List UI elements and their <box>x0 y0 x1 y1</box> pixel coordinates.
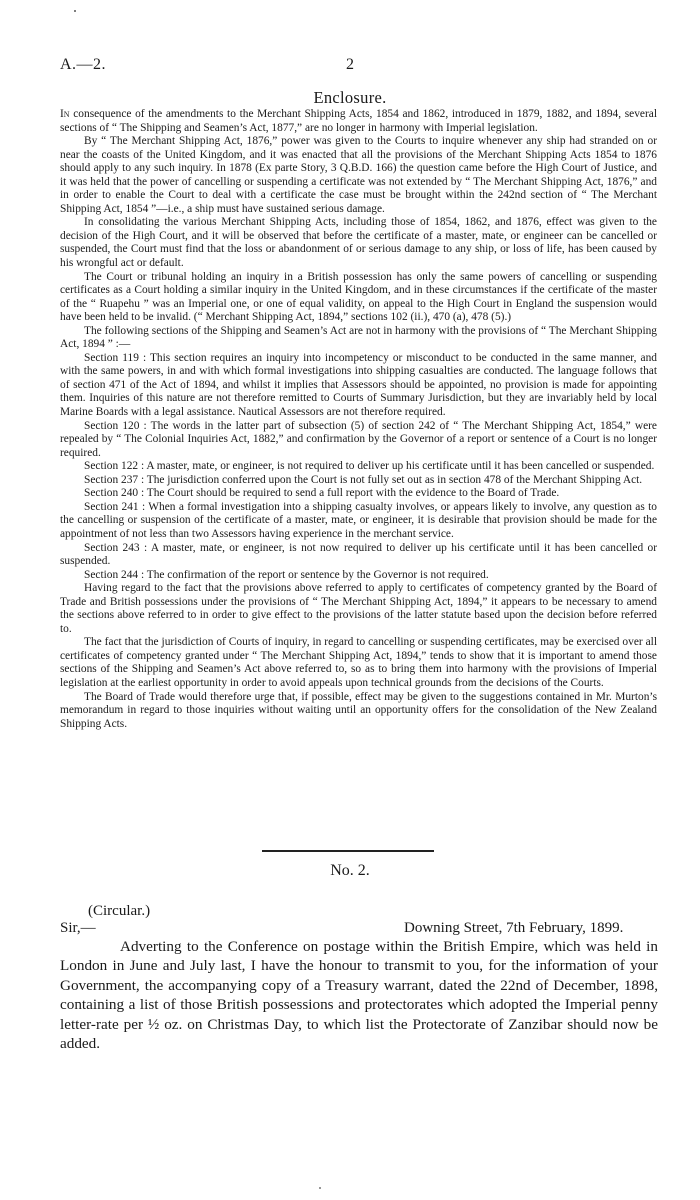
enclosure-body <box>60 108 657 731</box>
letter-number-title: No. 2. <box>330 862 370 879</box>
enclosure-paragraph-3: In consolidating the various Merchant Shipping Acts, including those of 1854, 1862, and 1876, effect was given to the decision of the High Court, and it will be observed that before the certificate of a master, mate, or engineer can be cancelled or suspended, the Court must find that the loss or abandonment of or serious damage to any ship, or loss of life, has been caused by his wrongful act or default. <box>60 216 657 270</box>
enclosure-title: Enclosure. <box>313 88 387 107</box>
scan-mark <box>319 1187 321 1189</box>
enclosure-paragraph-6: Having regard to the fact that the provisions above referred to apply to certificates of competency granted by the Board of Trade and British possessions under the provisions of “ The Merchant Shipping Act, 1894,” it appears to be necessary to amend the sections above referred to in order to give effect to the provisions of the latter statute based upon the decision before referred to. <box>60 582 657 635</box>
section-120: Section 120 : The words in the latter part of subsection (5) of section 242 of “ The Merchant Shipping Act, 1854,” were repealed by “ The Colonial Inquiries Act, 1882,” and confirmation by the Governor of a report or sentence of a Court is no longer required. <box>60 419 657 459</box>
paragraph-text: consequence of the amendments to the Merchant Shipping Acts, 1854 and 1862, introduced in 1879, 1882, and 1894, several sections of “ The Shipping and Seamen’s Act, 1877,” are no longer in harmony with Imperial legislation. <box>60 108 657 134</box>
page-number: 2 <box>346 56 354 73</box>
enclosure-paragraph-1 <box>60 108 657 135</box>
enclosure-paragraph-5: The following sections of the Shipping and Seamen’s Act are not in harmony with the provisions of “ The Merchant Shipping Act, 1894 ” :— <box>60 324 657 351</box>
circular-label: (Circular.) <box>88 903 151 919</box>
salutation: Sir,— <box>60 920 96 936</box>
document-reference: A.—2. <box>60 56 107 73</box>
enclosure-paragraph-2: By “ The Merchant Shipping Act, 1876,” power was given to the Courts to inquire whenever any ship had stranded on or near the coasts of the United Kingdom, and it was enacted that all the provisions of the Merchant Shipping Acts 1854 to 1876 should apply to any such inquiry. In 1878 (Ex parte Story, 3 Q.B.D. 166) the question came before the High Court of Justice, and it was held that the power of cancelling or suspending a certificate was not extended by “ The Merchant Shipping Act, 1876,” and in order to enable the Court to deal with a certificate the case must be brought within the 242nd section of “ The Merchant Shipping Act, 1854 ”—i.e., a ship must have sustained serious damage. <box>60 135 657 215</box>
dateline: Downing Street, 7th February, 1899. <box>404 920 624 936</box>
section-119: Section 119 : This section requires an inquiry into incompetency or misconduct to be conducted in the same manner, and with the same powers, in and with which formal investigations into shipping casualties are conducted. The language follows that of section 471 of the Act of 1894, and whilst it implies that Assessors should be appointed, no provision is made for appointing them. Inquiries of this nature are not therefore remitted to Courts of Summary Jurisdiction, but they are invariably held by local Marine Boards with a legal assistance. Nautical Assessors are not therefore required. <box>60 351 657 419</box>
section-237: Section 237 : The jurisdiction conferred upon the Court is not fully set out as in section 478 of the Merchant Shipping Act. <box>84 473 643 486</box>
section-240: Section 240 : The Court should be required to send a full report with the evidence to the Board of Trade. <box>84 487 560 500</box>
section-divider <box>262 850 434 852</box>
section-244: Section 244 : The confirmation of the report or sentence by the Governor is not required. <box>84 568 489 581</box>
enclosure-paragraph-8: The Board of Trade would therefore urge that, if possible, effect may be given to the suggestions contained in Mr. Murton’s memorandum in regard to those inquiries without waiting until an opportunity offers for the consolidation of the New Zealand Shipping Acts. <box>60 690 657 730</box>
page-header <box>46 56 654 78</box>
enclosure-paragraph-4: The Court or tribunal holding an inquiry in a British possession has only the same powers of cancelling or suspending certificates as a Court holding a similar inquiry in the United Kingdom, and in these circumstances if the certificate of the master of the “ Ruapehu ” was an Imperial one, or one of equal validity, on appeal to the High Court in England the suspension would have been held to be invalid. (“ Merchant Shipping Act, 1894,” sections 102 (ii.), 470 (a), 478 (5).) <box>60 270 657 324</box>
letter-body <box>60 937 658 1054</box>
enclosure-paragraph-7: The fact that the jurisdiction of Courts of inquiry, in regard to cancelling or suspending certificates, may be exercised over all certificates of competency granted under “ The Merchant Shipping Act, 1894,” tends to show that it is important to amend those sections of the Shipping and Seamen’s Act above referred to, so as to bring them into harmony with the provisions of Imperial legislation at the earliest opportunity in order to avoid appeals upon technical grounds from the decisions of the Courts. <box>60 636 657 689</box>
scan-mark <box>74 10 76 12</box>
section-243: Section 243 : A master, mate, or engineer, is not now required to deliver up his certificate until it has been cancelled or suspended. <box>60 541 657 568</box>
letter-paragraph: Adverting to the Conference on postage within the British Empire, which was held in London in June and July last, I have the honour to transmit to you, for the information of your Government, the accompanying copy of a Treasury warrant, dated the 22nd of December, 1898, containing a list of those British possessions and protectorates which adopted the Imperial penny letter-rate per ½ oz. on Christmas Day, to which list the Protectorate of Zanzibar should now be added. <box>60 938 658 1053</box>
drop-word: In <box>60 108 70 120</box>
section-122: Section 122 : A master, mate, or engineer, is not required to deliver up his certificate until it has been cancelled or suspended. <box>84 460 655 473</box>
section-241: Section 241 : When a formal investigation into a shipping casualty involves, or appears likely to involve, any question as to the cancelling or suspension of the certificate of a master, mate, or engineer, it is desirable that provision should be made for the appointment of not less than two Assessors having experience in the merchant service. <box>60 500 657 540</box>
